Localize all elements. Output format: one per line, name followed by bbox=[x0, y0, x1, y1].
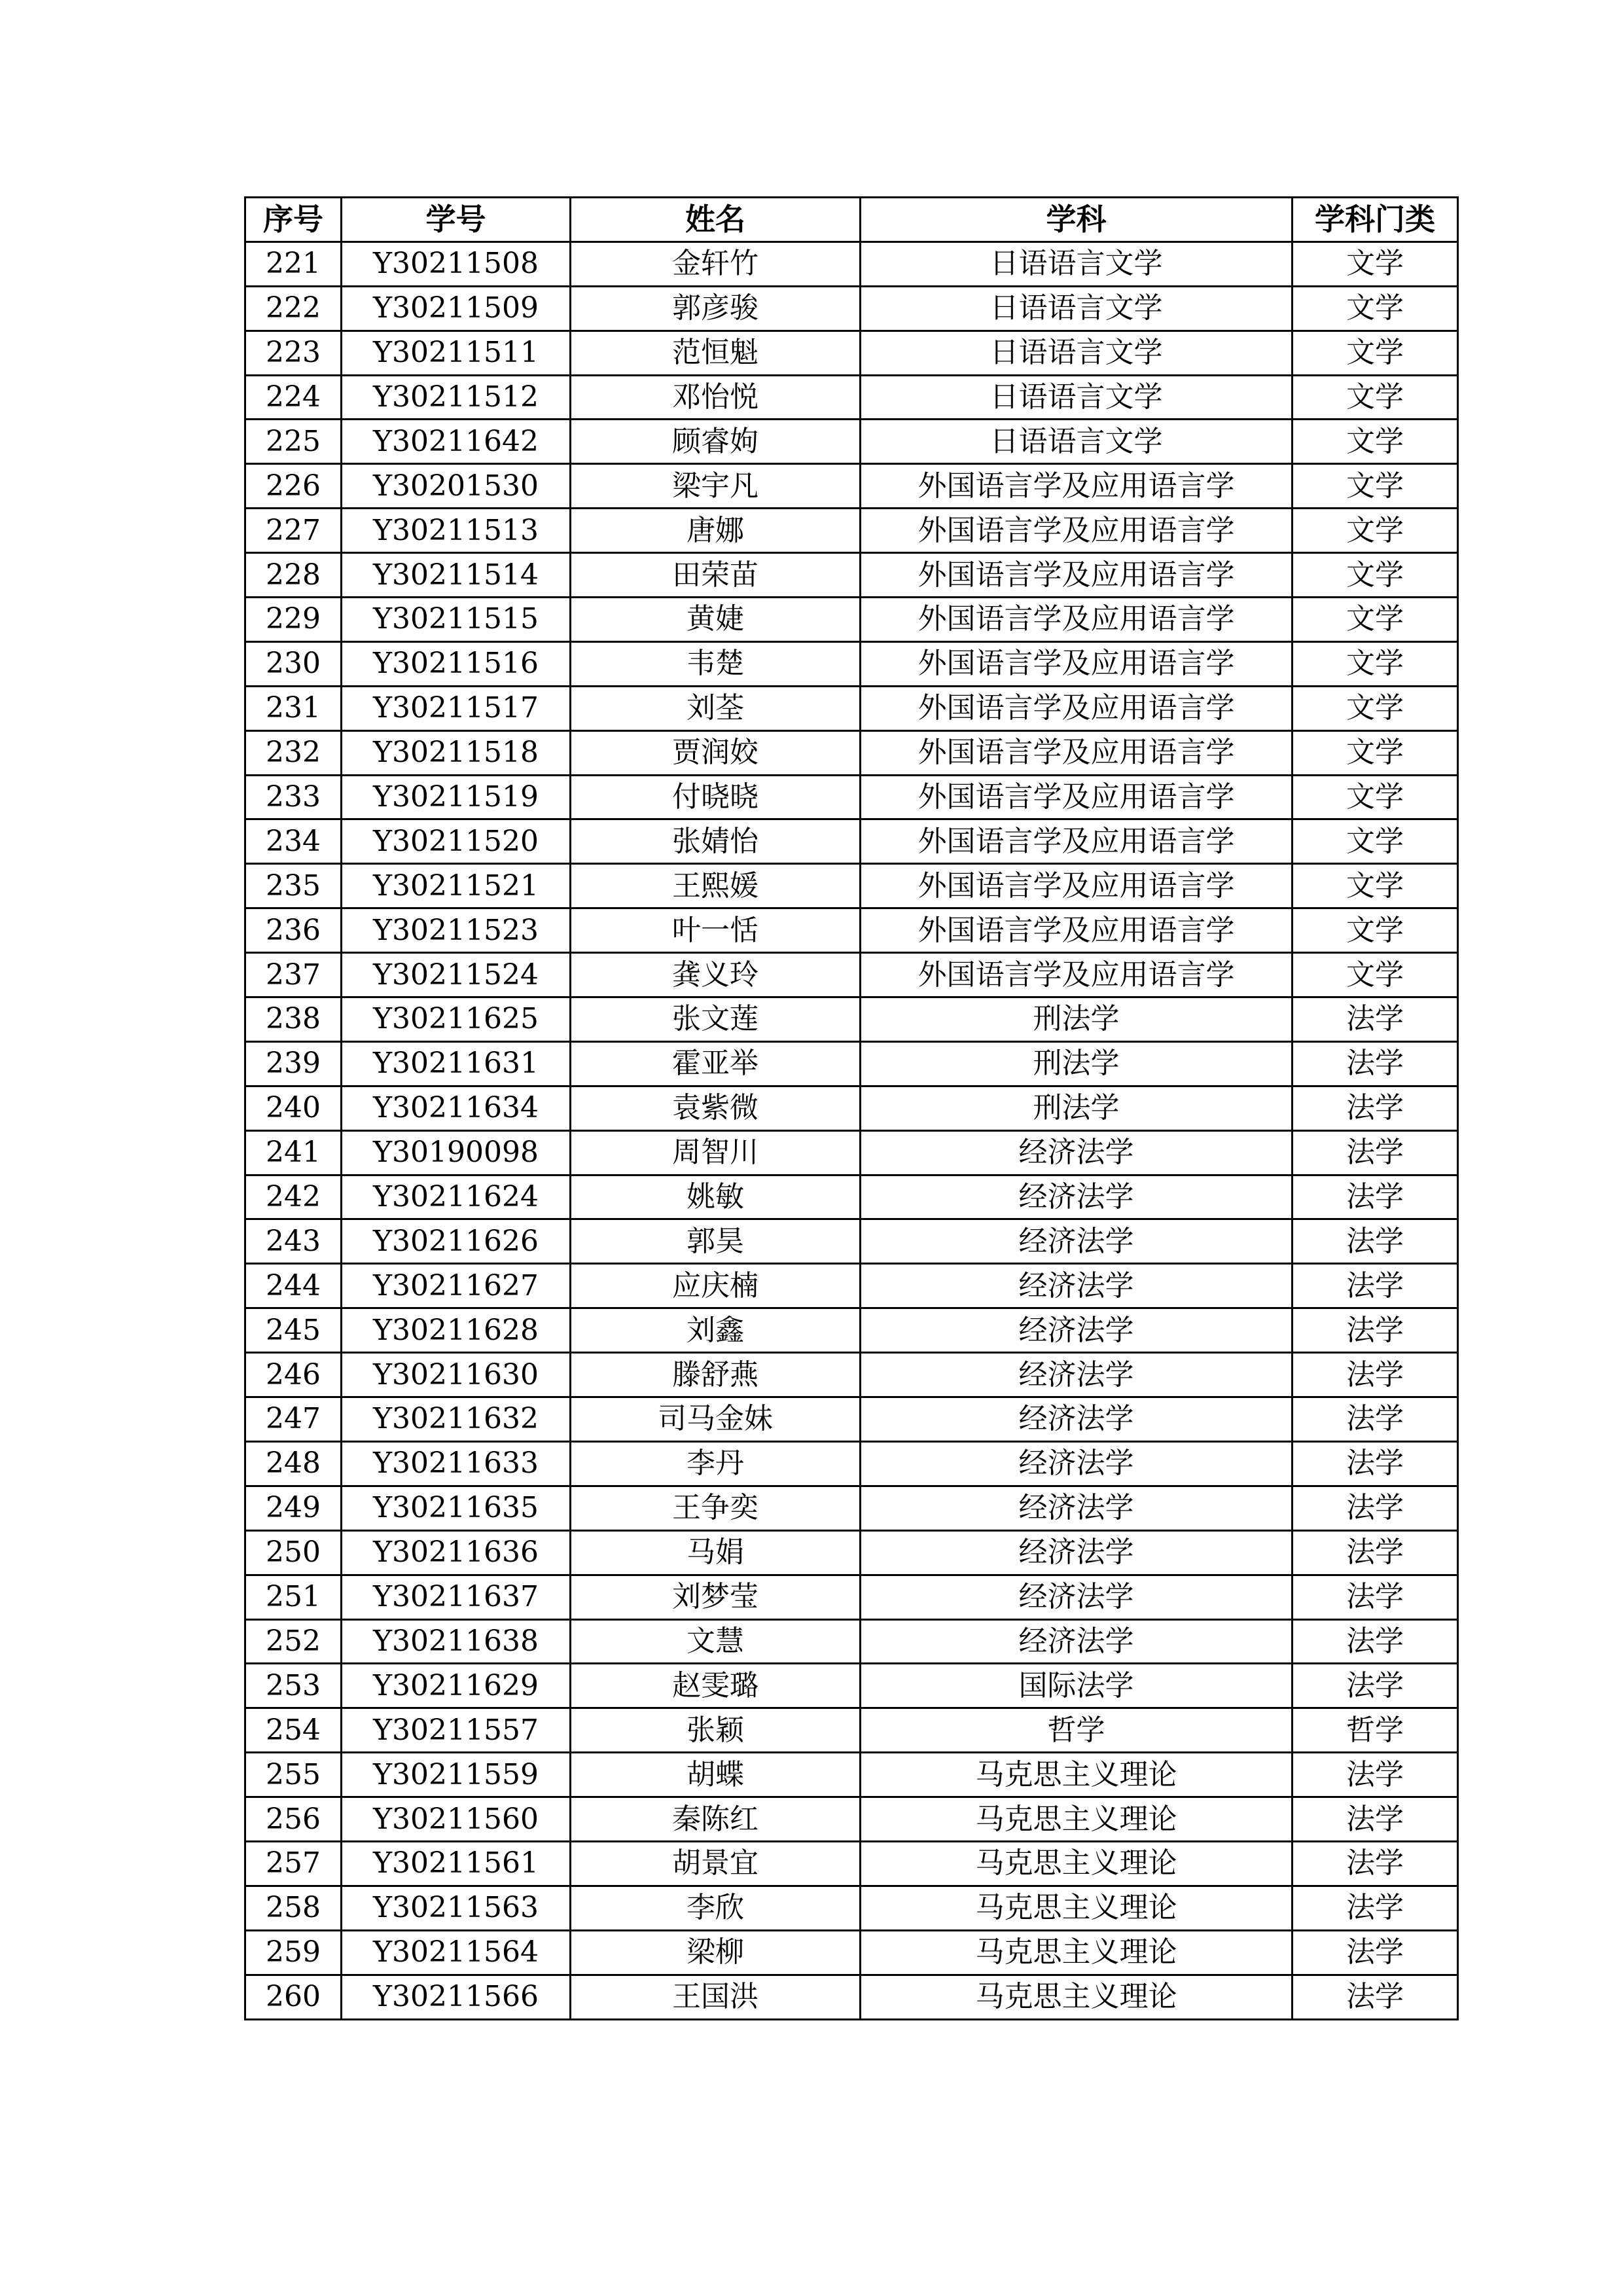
cell-name: 邓怡悦 bbox=[571, 375, 861, 420]
cell-serial-number: 228 bbox=[245, 553, 342, 598]
table-row bbox=[245, 1130, 1458, 1175]
cell-subject: 经济法学 bbox=[861, 1308, 1293, 1353]
cell-subject: 外国语言学及应用语言学 bbox=[861, 686, 1293, 730]
table-row bbox=[245, 775, 1458, 819]
cell-subject-category: 文学 bbox=[1293, 953, 1458, 997]
header-subject: 学科 bbox=[861, 198, 1293, 242]
table-row bbox=[245, 819, 1458, 864]
cell-student-id: Y30211561 bbox=[342, 1841, 571, 1886]
header-name: 姓名 bbox=[571, 198, 861, 242]
cell-subject: 日语语言文学 bbox=[861, 331, 1293, 375]
cell-serial-number: 250 bbox=[245, 1530, 342, 1575]
table-row bbox=[245, 598, 1458, 642]
cell-subject-category: 法学 bbox=[1293, 1441, 1458, 1486]
cell-student-id: Y30211516 bbox=[342, 641, 571, 686]
table-row bbox=[245, 1886, 1458, 1930]
table-row bbox=[245, 1797, 1458, 1842]
cell-subject-category: 法学 bbox=[1293, 1264, 1458, 1308]
cell-subject-category: 文学 bbox=[1293, 242, 1458, 286]
table-row bbox=[245, 1975, 1458, 2019]
cell-subject-category: 文学 bbox=[1293, 686, 1458, 730]
cell-student-id: Y30211508 bbox=[342, 242, 571, 286]
cell-subject-category: 文学 bbox=[1293, 464, 1458, 509]
cell-name: 刘荃 bbox=[571, 686, 861, 730]
cell-name: 郭昊 bbox=[571, 1219, 861, 1264]
cell-student-id: Y30211625 bbox=[342, 997, 571, 1042]
cell-subject: 日语语言文学 bbox=[861, 375, 1293, 420]
cell-serial-number: 236 bbox=[245, 908, 342, 953]
cell-name: 梁柳 bbox=[571, 1930, 861, 1975]
cell-subject-category: 文学 bbox=[1293, 864, 1458, 908]
cell-student-id: Y30211635 bbox=[342, 1486, 571, 1530]
cell-serial-number: 248 bbox=[245, 1441, 342, 1486]
cell-name: 滕舒燕 bbox=[571, 1353, 861, 1397]
table-row bbox=[245, 1753, 1458, 1797]
cell-student-id: Y30211564 bbox=[342, 1930, 571, 1975]
cell-name: 梁宇凡 bbox=[571, 464, 861, 509]
cell-student-id: Y30190098 bbox=[342, 1130, 571, 1175]
cell-student-id: Y30211624 bbox=[342, 1175, 571, 1219]
cell-subject-category: 文学 bbox=[1293, 509, 1458, 553]
header-subject-category: 学科门类 bbox=[1293, 198, 1458, 242]
cell-name: 韦楚 bbox=[571, 641, 861, 686]
cell-serial-number: 245 bbox=[245, 1308, 342, 1353]
cell-name: 张文莲 bbox=[571, 997, 861, 1042]
cell-student-id: Y30211638 bbox=[342, 1619, 571, 1664]
cell-subject: 马克思主义理论 bbox=[861, 1753, 1293, 1797]
cell-serial-number: 242 bbox=[245, 1175, 342, 1219]
table-row bbox=[245, 1175, 1458, 1219]
cell-name: 刘鑫 bbox=[571, 1308, 861, 1353]
cell-name: 龚义玲 bbox=[571, 953, 861, 997]
cell-name: 赵雯璐 bbox=[571, 1664, 861, 1708]
cell-name: 文慧 bbox=[571, 1619, 861, 1664]
cell-serial-number: 251 bbox=[245, 1575, 342, 1619]
cell-name: 姚敏 bbox=[571, 1175, 861, 1219]
cell-subject: 外国语言学及应用语言学 bbox=[861, 775, 1293, 819]
cell-subject: 国际法学 bbox=[861, 1664, 1293, 1708]
cell-subject: 马克思主义理论 bbox=[861, 1797, 1293, 1842]
cell-serial-number: 229 bbox=[245, 598, 342, 642]
cell-serial-number: 246 bbox=[245, 1353, 342, 1397]
cell-student-id: Y30201530 bbox=[342, 464, 571, 509]
cell-student-id: Y30211636 bbox=[342, 1530, 571, 1575]
cell-name: 贾润姣 bbox=[571, 730, 861, 775]
cell-subject-category: 文学 bbox=[1293, 819, 1458, 864]
cell-subject-category: 法学 bbox=[1293, 1797, 1458, 1842]
table-row bbox=[245, 1575, 1458, 1619]
table-row bbox=[245, 1708, 1458, 1753]
header-serial-number: 序号 bbox=[245, 198, 342, 242]
cell-subject: 外国语言学及应用语言学 bbox=[861, 553, 1293, 598]
cell-student-id: Y30211523 bbox=[342, 908, 571, 953]
cell-name: 袁紫微 bbox=[571, 1086, 861, 1130]
cell-subject-category: 法学 bbox=[1293, 1975, 1458, 2019]
cell-subject-category: 法学 bbox=[1293, 1130, 1458, 1175]
cell-subject-category: 文学 bbox=[1293, 908, 1458, 953]
cell-subject-category: 法学 bbox=[1293, 1930, 1458, 1975]
cell-serial-number: 237 bbox=[245, 953, 342, 997]
cell-name: 胡蝶 bbox=[571, 1753, 861, 1797]
cell-name: 王国洪 bbox=[571, 1975, 861, 2019]
table-row bbox=[245, 1219, 1458, 1264]
cell-subject-category: 文学 bbox=[1293, 598, 1458, 642]
table-header-row bbox=[245, 198, 1458, 242]
student-table bbox=[244, 196, 1459, 2020]
cell-serial-number: 225 bbox=[245, 420, 342, 464]
table-row bbox=[245, 641, 1458, 686]
cell-subject-category: 文学 bbox=[1293, 641, 1458, 686]
cell-serial-number: 256 bbox=[245, 1797, 342, 1842]
table-row bbox=[245, 730, 1458, 775]
cell-student-id: Y30211629 bbox=[342, 1664, 571, 1708]
cell-subject-category: 法学 bbox=[1293, 1886, 1458, 1930]
cell-subject-category: 文学 bbox=[1293, 331, 1458, 375]
cell-student-id: Y30211628 bbox=[342, 1308, 571, 1353]
cell-name: 秦陈红 bbox=[571, 1797, 861, 1842]
table-row bbox=[245, 286, 1458, 331]
cell-student-id: Y30211631 bbox=[342, 1041, 571, 1086]
cell-name: 郭彦骏 bbox=[571, 286, 861, 331]
cell-student-id: Y30211559 bbox=[342, 1753, 571, 1797]
cell-serial-number: 232 bbox=[245, 730, 342, 775]
cell-student-id: Y30211637 bbox=[342, 1575, 571, 1619]
cell-subject-category: 法学 bbox=[1293, 1397, 1458, 1442]
cell-subject-category: 法学 bbox=[1293, 1753, 1458, 1797]
cell-subject-category: 法学 bbox=[1293, 1841, 1458, 1886]
cell-subject: 外国语言学及应用语言学 bbox=[861, 641, 1293, 686]
table-row bbox=[245, 420, 1458, 464]
cell-student-id: Y30211524 bbox=[342, 953, 571, 997]
cell-serial-number: 260 bbox=[245, 1975, 342, 2019]
table-body bbox=[245, 242, 1458, 2019]
cell-serial-number: 226 bbox=[245, 464, 342, 509]
cell-serial-number: 222 bbox=[245, 286, 342, 331]
table-row bbox=[245, 1041, 1458, 1086]
table-row bbox=[245, 1397, 1458, 1442]
cell-subject: 马克思主义理论 bbox=[861, 1975, 1293, 2019]
cell-subject-category: 法学 bbox=[1293, 1486, 1458, 1530]
cell-subject: 经济法学 bbox=[861, 1397, 1293, 1442]
cell-name: 周智川 bbox=[571, 1130, 861, 1175]
cell-subject: 马克思主义理论 bbox=[861, 1930, 1293, 1975]
cell-subject: 日语语言文学 bbox=[861, 242, 1293, 286]
cell-name: 金轩竹 bbox=[571, 242, 861, 286]
cell-name: 王争奕 bbox=[571, 1486, 861, 1530]
cell-serial-number: 254 bbox=[245, 1708, 342, 1753]
cell-student-id: Y30211642 bbox=[342, 420, 571, 464]
table-row bbox=[245, 509, 1458, 553]
table-row bbox=[245, 464, 1458, 509]
cell-student-id: Y30211633 bbox=[342, 1441, 571, 1486]
cell-subject: 经济法学 bbox=[861, 1575, 1293, 1619]
cell-subject: 刑法学 bbox=[861, 997, 1293, 1042]
cell-name: 唐娜 bbox=[571, 509, 861, 553]
cell-name: 霍亚举 bbox=[571, 1041, 861, 1086]
cell-student-id: Y30211514 bbox=[342, 553, 571, 598]
cell-student-id: Y30211626 bbox=[342, 1219, 571, 1264]
cell-subject-category: 文学 bbox=[1293, 286, 1458, 331]
cell-subject: 外国语言学及应用语言学 bbox=[861, 464, 1293, 509]
cell-name: 顾睿姁 bbox=[571, 420, 861, 464]
cell-subject: 经济法学 bbox=[861, 1175, 1293, 1219]
cell-subject: 经济法学 bbox=[861, 1130, 1293, 1175]
cell-name: 田荣苗 bbox=[571, 553, 861, 598]
table-row bbox=[245, 553, 1458, 598]
table-row bbox=[245, 1530, 1458, 1575]
table-row bbox=[245, 1486, 1458, 1530]
cell-subject-category: 文学 bbox=[1293, 375, 1458, 420]
cell-name: 胡景宜 bbox=[571, 1841, 861, 1886]
table-row bbox=[245, 1353, 1458, 1397]
cell-student-id: Y30211557 bbox=[342, 1708, 571, 1753]
cell-subject: 马克思主义理论 bbox=[861, 1841, 1293, 1886]
cell-student-id: Y30211563 bbox=[342, 1886, 571, 1930]
cell-subject-category: 法学 bbox=[1293, 1353, 1458, 1397]
table-row bbox=[245, 864, 1458, 908]
cell-subject-category: 法学 bbox=[1293, 1219, 1458, 1264]
cell-serial-number: 238 bbox=[245, 997, 342, 1042]
table-row bbox=[245, 908, 1458, 953]
cell-name: 应庆楠 bbox=[571, 1264, 861, 1308]
cell-serial-number: 221 bbox=[245, 242, 342, 286]
cell-serial-number: 243 bbox=[245, 1219, 342, 1264]
table-row bbox=[245, 1441, 1458, 1486]
cell-subject: 哲学 bbox=[861, 1708, 1293, 1753]
cell-subject: 经济法学 bbox=[861, 1486, 1293, 1530]
table-row bbox=[245, 375, 1458, 420]
cell-serial-number: 235 bbox=[245, 864, 342, 908]
cell-student-id: Y30211634 bbox=[342, 1086, 571, 1130]
table-row bbox=[245, 242, 1458, 286]
cell-subject: 刑法学 bbox=[861, 1086, 1293, 1130]
cell-subject: 经济法学 bbox=[861, 1353, 1293, 1397]
table-row bbox=[245, 1930, 1458, 1975]
cell-name: 张婧怡 bbox=[571, 819, 861, 864]
student-list-sheet bbox=[244, 196, 1457, 2020]
table-row bbox=[245, 686, 1458, 730]
cell-serial-number: 249 bbox=[245, 1486, 342, 1530]
cell-subject-category: 法学 bbox=[1293, 1575, 1458, 1619]
cell-serial-number: 231 bbox=[245, 686, 342, 730]
cell-student-id: Y30211521 bbox=[342, 864, 571, 908]
cell-name: 张颖 bbox=[571, 1708, 861, 1753]
cell-subject: 外国语言学及应用语言学 bbox=[861, 864, 1293, 908]
cell-serial-number: 234 bbox=[245, 819, 342, 864]
cell-name: 刘梦莹 bbox=[571, 1575, 861, 1619]
cell-serial-number: 252 bbox=[245, 1619, 342, 1664]
table-row bbox=[245, 1308, 1458, 1353]
table-row bbox=[245, 1264, 1458, 1308]
table-row bbox=[245, 1086, 1458, 1130]
cell-serial-number: 233 bbox=[245, 775, 342, 819]
cell-subject: 经济法学 bbox=[861, 1264, 1293, 1308]
cell-subject: 外国语言学及应用语言学 bbox=[861, 598, 1293, 642]
cell-student-id: Y30211560 bbox=[342, 1797, 571, 1842]
cell-student-id: Y30211566 bbox=[342, 1975, 571, 2019]
cell-student-id: Y30211518 bbox=[342, 730, 571, 775]
cell-subject: 经济法学 bbox=[861, 1530, 1293, 1575]
cell-student-id: Y30211627 bbox=[342, 1264, 571, 1308]
cell-name: 付晓晓 bbox=[571, 775, 861, 819]
cell-serial-number: 247 bbox=[245, 1397, 342, 1442]
cell-subject-category: 法学 bbox=[1293, 1308, 1458, 1353]
cell-serial-number: 255 bbox=[245, 1753, 342, 1797]
cell-student-id: Y30211513 bbox=[342, 509, 571, 553]
cell-subject: 经济法学 bbox=[861, 1441, 1293, 1486]
cell-name: 范恒魁 bbox=[571, 331, 861, 375]
cell-name: 黄婕 bbox=[571, 598, 861, 642]
cell-student-id: Y30211512 bbox=[342, 375, 571, 420]
cell-serial-number: 257 bbox=[245, 1841, 342, 1886]
cell-subject: 外国语言学及应用语言学 bbox=[861, 509, 1293, 553]
cell-subject: 经济法学 bbox=[861, 1219, 1293, 1264]
cell-subject-category: 法学 bbox=[1293, 1041, 1458, 1086]
cell-name: 王熙媛 bbox=[571, 864, 861, 908]
header-student-id: 学号 bbox=[342, 198, 571, 242]
cell-student-id: Y30211630 bbox=[342, 1353, 571, 1397]
cell-subject: 外国语言学及应用语言学 bbox=[861, 908, 1293, 953]
cell-subject-category: 法学 bbox=[1293, 1619, 1458, 1664]
table-row bbox=[245, 331, 1458, 375]
cell-student-id: Y30211632 bbox=[342, 1397, 571, 1442]
cell-subject-category: 文学 bbox=[1293, 553, 1458, 598]
cell-subject: 经济法学 bbox=[861, 1619, 1293, 1664]
cell-student-id: Y30211511 bbox=[342, 331, 571, 375]
table-row bbox=[245, 953, 1458, 997]
cell-name: 李丹 bbox=[571, 1441, 861, 1486]
table-row bbox=[245, 1841, 1458, 1886]
cell-name: 马娟 bbox=[571, 1530, 861, 1575]
cell-serial-number: 258 bbox=[245, 1886, 342, 1930]
cell-subject-category: 法学 bbox=[1293, 997, 1458, 1042]
cell-serial-number: 259 bbox=[245, 1930, 342, 1975]
cell-serial-number: 244 bbox=[245, 1264, 342, 1308]
cell-subject: 日语语言文学 bbox=[861, 286, 1293, 331]
cell-student-id: Y30211517 bbox=[342, 686, 571, 730]
cell-name: 李欣 bbox=[571, 1886, 861, 1930]
cell-serial-number: 227 bbox=[245, 509, 342, 553]
cell-serial-number: 239 bbox=[245, 1041, 342, 1086]
table-row bbox=[245, 997, 1458, 1042]
cell-student-id: Y30211519 bbox=[342, 775, 571, 819]
cell-name: 司马金妹 bbox=[571, 1397, 861, 1442]
cell-serial-number: 223 bbox=[245, 331, 342, 375]
cell-subject: 外国语言学及应用语言学 bbox=[861, 953, 1293, 997]
table-row bbox=[245, 1664, 1458, 1708]
cell-serial-number: 241 bbox=[245, 1130, 342, 1175]
cell-subject-category: 法学 bbox=[1293, 1664, 1458, 1708]
cell-subject: 日语语言文学 bbox=[861, 420, 1293, 464]
cell-serial-number: 240 bbox=[245, 1086, 342, 1130]
cell-subject-category: 法学 bbox=[1293, 1086, 1458, 1130]
cell-subject-category: 文学 bbox=[1293, 775, 1458, 819]
cell-serial-number: 253 bbox=[245, 1664, 342, 1708]
cell-subject: 外国语言学及应用语言学 bbox=[861, 819, 1293, 864]
cell-subject-category: 文学 bbox=[1293, 420, 1458, 464]
cell-serial-number: 224 bbox=[245, 375, 342, 420]
cell-name: 叶一恬 bbox=[571, 908, 861, 953]
cell-subject: 马克思主义理论 bbox=[861, 1886, 1293, 1930]
cell-student-id: Y30211509 bbox=[342, 286, 571, 331]
cell-student-id: Y30211515 bbox=[342, 598, 571, 642]
cell-subject-category: 法学 bbox=[1293, 1175, 1458, 1219]
cell-subject: 外国语言学及应用语言学 bbox=[861, 730, 1293, 775]
cell-student-id: Y30211520 bbox=[342, 819, 571, 864]
cell-subject: 刑法学 bbox=[861, 1041, 1293, 1086]
cell-subject-category: 文学 bbox=[1293, 730, 1458, 775]
cell-subject-category: 哲学 bbox=[1293, 1708, 1458, 1753]
cell-serial-number: 230 bbox=[245, 641, 342, 686]
cell-subject-category: 法学 bbox=[1293, 1530, 1458, 1575]
table-row bbox=[245, 1619, 1458, 1664]
